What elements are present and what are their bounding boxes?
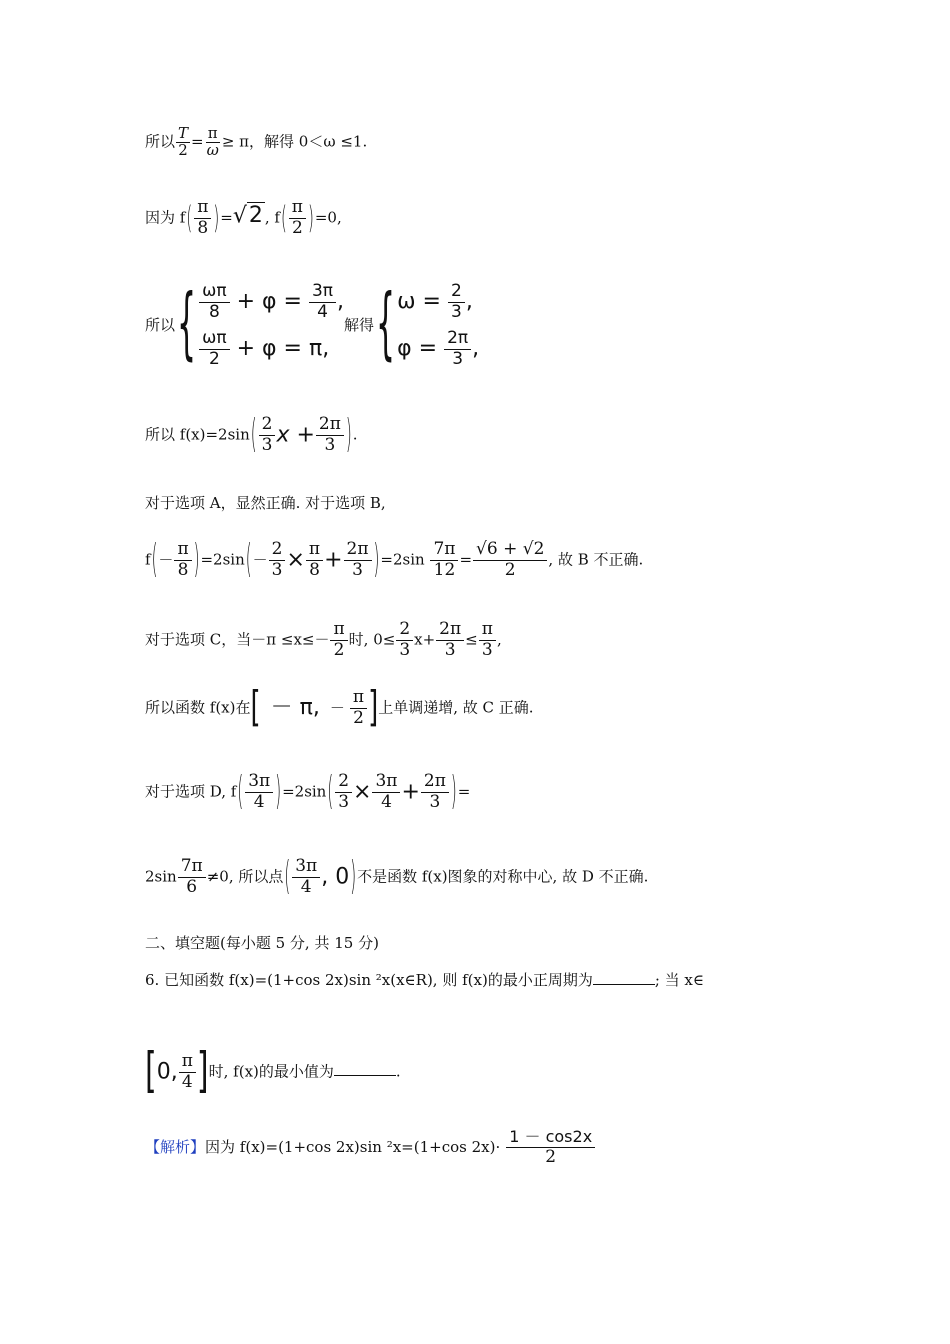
- analysis-tag: 【解析】: [145, 1137, 206, 1156]
- derivation-line-2: 因为 f( $\frac{\pi}{8}$ )=√2 , f( $\frac{\pi}{2}$ )=0,: [145, 197, 342, 238]
- question-6: 6. 已知函数 f(x)=(1+cos 2x)sin ²x(x∈R), 则 f(x)的最小正周期为 ; 当 x∈: [145, 971, 704, 989]
- equation-system: $\frac{\omega\pi}{8}$ + φ = $\frac{3\pi}{4}$ , $\frac{\omega\pi}{2}$ + φ = π,: [198, 282, 344, 369]
- derivation-line-5: 对于选项 A，显然正确. 对于选项 B,: [145, 494, 386, 512]
- section-heading: 二、填空题(每小题 5 分, 共 15 分): [145, 934, 379, 952]
- derivation-line-8: 所以函数 f(x)在[ － π, － $\frac{\pi}{2}$ ]上单调递增, 故 C 正确.: [145, 684, 534, 733]
- sqrt: √2: [232, 203, 263, 229]
- analysis-line: 【解析】因为 f(x)=(1+cos 2x)sin ²x=(1+cos 2x)· $\frac{1 - \cos 2x}{2}$: [145, 1128, 596, 1168]
- answer-blank: [334, 1063, 396, 1076]
- derivation-line-10: 2sin $\frac{7\pi}{6}$ ≠0, 所以点( $\frac{3\pi}{4}$ , 0)不是函数 f(x)图象的对称中心, 故 D 不正确.: [145, 852, 649, 900]
- derivation-line-9: 对于选项 D, f( $\frac{3\pi}{4}$ )=2sin( $\frac{2}{3}$ × $\frac{3\pi}{4}$ + $\frac{2\pi}{3}$ )=: [145, 767, 471, 815]
- fraction: $\frac{T}{2}$: [178, 124, 189, 159]
- question-6-cont: [0, $\frac{\pi}{4}$ ]时, f(x)的最小值为 .: [145, 1043, 401, 1100]
- derivation-line-6: f(－ $\frac{\pi}{8}$ )=2sin(－ $\frac{2}{3}$ × $\frac{\pi}{8}$ + $\frac{2\pi}{3}$ )=2sin $\frac{7\pi}{12}$ = $\frac{√6 + √2}{2}$ , 故 B 不正确.: [145, 535, 644, 583]
- derivation-line-4: 所以 f(x)=2sin( $\frac{2}{3}$ x + $\frac{2\pi}{3}$ ).: [145, 410, 358, 458]
- derivation-line-3: 所以{ $\frac{\omega\pi}{8}$ + φ = $\frac{3\pi}{4}$ , $\frac{\omega\pi}{2}$ + φ = π, 解得{ ω = $\frac{2}{3}$ , φ = $\frac{2\pi}{3}$ ,: [145, 278, 480, 370]
- derivation-line-1: 所以 $\frac{T}{2}$ = $\frac{\pi}{\omega}$ ≥ π，解得 0＜ω ≤1.: [145, 124, 368, 159]
- derivation-line-7: 对于选项 C，当－π ≤x≤－ $\frac{\pi}{2}$ 时, 0≤ $\frac{2}{3}$ x+ $\frac{2\pi}{3}$ ≤ $\frac{\pi}{3}$ ,: [145, 619, 502, 660]
- answer-blank: [593, 972, 655, 985]
- solution-system: ω = $\frac{2}{3}$ , φ = $\frac{2\pi}{3}$ ,: [397, 281, 480, 369]
- fraction: $\frac{\pi}{\omega}$: [206, 124, 219, 159]
